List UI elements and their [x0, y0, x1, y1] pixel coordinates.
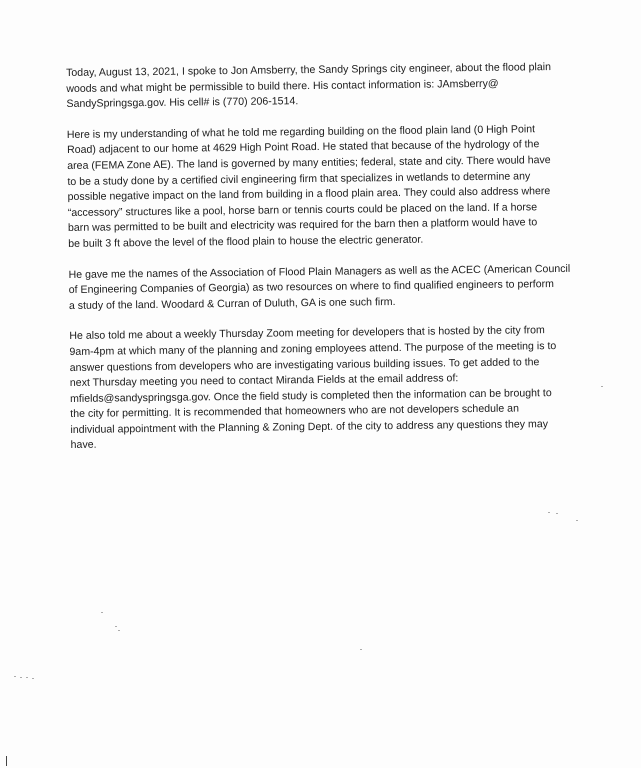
- scan-speck: [601, 386, 603, 387]
- paragraph-call-summary: [66, 60, 567, 113]
- scan-speck: [576, 520, 578, 521]
- scan-speck: [548, 512, 550, 513]
- scan-speck: [20, 677, 22, 678]
- text-line: to be a study done by a certified civil engineering firm that specializes in wetlands to determine any: [67, 169, 531, 188]
- scan-speck: [360, 649, 362, 650]
- text-line: area (FEMA Zone AE). The land is governed by many entities; federal, state and city. There would have: [67, 154, 551, 172]
- text-line: Road) adjacent to our home at 4629 High Point Road. He stated that because of the hydrology of the: [66, 138, 540, 157]
- paragraph-zoom-meeting: [69, 323, 570, 454]
- scan-speck: [556, 513, 558, 514]
- scan-speck: [115, 626, 117, 627]
- text-line: of Engineering Companies of Georgia) as two resources on where to find qualified engineers to perform: [68, 278, 555, 297]
- text-line: Here is my understanding of what he told me regarding building on the flood plain land (0 High Point: [66, 123, 536, 141]
- paragraph-flood-plain-rules: [67, 122, 568, 253]
- text-line: SandySpringsga.gov. His cell# is (770) 206-1514.: [66, 95, 299, 111]
- text-line: 9am-4pm at which many of the planning and zoning employees attend. The purpose of the meeting is to: [69, 339, 557, 358]
- text-line: barn was permitted to be built and electricity was required for the barn then a platform would have to: [67, 216, 538, 235]
- text-line: a study of the land. Woodard & Curran of Duluth, GA is one such firm.: [68, 295, 396, 312]
- text-line: answer questions from developers who are investigating various building issues. To get added to the: [69, 355, 540, 374]
- text-line: the city for permitting. It is recommended that homeowners who are not developers schedule an: [70, 402, 520, 421]
- text-line: He also told me about a weekly Thursday Zoom meeting for developers that is hosted by the city from: [69, 324, 545, 343]
- text-line: mfields@sandyspringsga.gov. Once the field study is completed then the information can be brought to: [69, 386, 552, 405]
- scan-speck: [14, 676, 16, 677]
- text-line: next Thursday meeting you need to contact Miranda Fields at the email address of:: [69, 372, 459, 390]
- scan-edge-mark: [6, 756, 7, 766]
- scan-speck: [101, 612, 103, 613]
- paragraph-resources: [68, 261, 569, 314]
- text-line: He gave me the names of the Association of Flood Plain Managers as well as the ACEC (American Council: [68, 262, 571, 281]
- scan-speck: [26, 677, 28, 678]
- text-line: be built 3 ft above the level of the flood plain to house the electric generator.: [68, 233, 424, 250]
- text-line: woods and what might be permissible to build there. His contact information is: JAmsberry@: [66, 77, 499, 95]
- scan-speck: [118, 630, 120, 631]
- text-line: individual appointment with the Planning & Zoning Dept. of the city to address any questions they may: [70, 418, 549, 436]
- text-line: “accessory” structures like a pool, horse barn or tennis courts could be placed on the land. If a horse: [67, 201, 538, 219]
- text-line: possible negative impact on the land from building in a flood plain area. They could also address where: [67, 185, 551, 204]
- letter-body: [66, 60, 571, 469]
- text-line: Today, August 13, 2021, I spoke to Jon Amsberry, the Sandy Springs city engineer, about the flood plain: [66, 61, 551, 79]
- scan-speck: [32, 678, 34, 679]
- text-line: have.: [70, 439, 97, 452]
